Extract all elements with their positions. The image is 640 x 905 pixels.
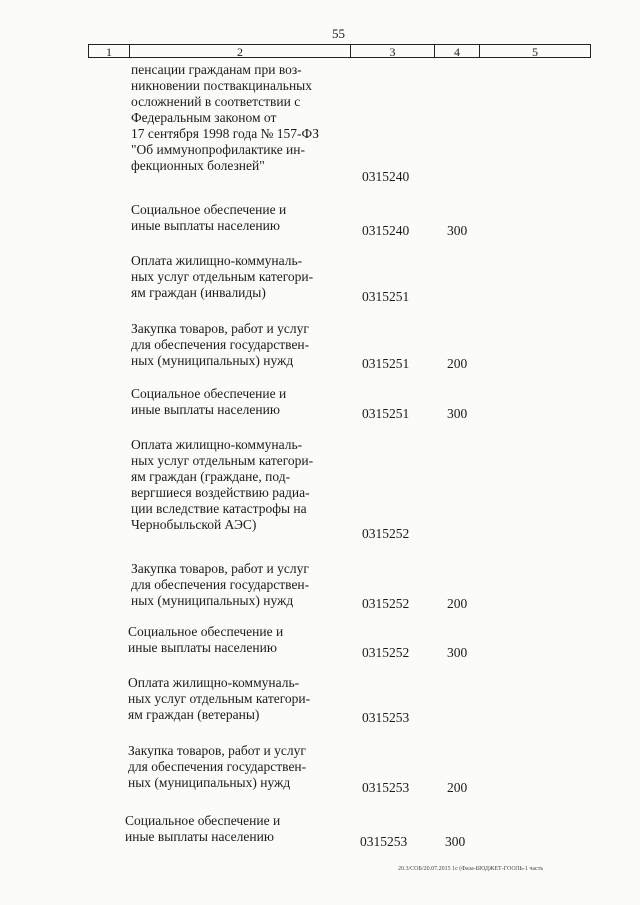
desc-line: для обеспечения государствен- bbox=[131, 577, 310, 592]
header-cell-2: 2 bbox=[129, 44, 350, 58]
desc-line: Социальное обеспечение и bbox=[131, 202, 287, 217]
desc-line: Социальное обеспечение и bbox=[128, 624, 284, 639]
desc-line: Оплата жилищно-коммуналь- bbox=[131, 437, 303, 452]
row-code: 0315251 bbox=[362, 289, 410, 304]
desc-line: Закупка товаров, работ и услуг bbox=[131, 561, 309, 576]
row-type: 200 bbox=[447, 356, 468, 371]
row-description bbox=[125, 813, 333, 845]
desc-line: ям граждан (инвалиды) bbox=[131, 285, 266, 300]
desc-line: для обеспечения государствен- bbox=[128, 759, 307, 774]
row-description bbox=[128, 743, 336, 791]
row-type: 300 bbox=[447, 223, 468, 238]
desc-line: ных услуг отдельным категори- bbox=[131, 269, 314, 284]
row-description bbox=[131, 62, 339, 174]
row-code: 0315253 bbox=[362, 780, 410, 795]
desc-line: иные выплаты населению bbox=[131, 402, 280, 417]
desc-line: "Об иммунопрофилактике ин- bbox=[131, 142, 306, 157]
desc-line: ям граждан (граждане, под- bbox=[131, 469, 291, 484]
desc-line: иные выплаты населению bbox=[128, 640, 277, 655]
desc-line: Оплата жилищно-коммуналь- bbox=[131, 253, 303, 268]
row-type: 200 bbox=[447, 596, 468, 611]
desc-line: Федеральным законом от bbox=[131, 110, 277, 125]
desc-line: ных услуг отдельным категори- bbox=[128, 691, 311, 706]
desc-line: ных услуг отдельным категори- bbox=[131, 453, 314, 468]
row-type: 300 bbox=[445, 834, 466, 849]
desc-line: ции вследствие катастрофы на bbox=[131, 501, 307, 516]
desc-line: Социальное обеспечение и bbox=[131, 386, 287, 401]
desc-line: ям граждан (ветераны) bbox=[128, 707, 260, 722]
desc-line: Чернобыльской АЭС) bbox=[131, 517, 257, 532]
row-code: 0315252 bbox=[362, 526, 410, 541]
desc-line: осложнений в соответствии с bbox=[131, 94, 301, 109]
header-cell-5: 5 bbox=[479, 44, 591, 58]
desc-line: Оплата жилищно-коммуналь- bbox=[128, 675, 300, 690]
desc-line: Закупка товаров, работ и услуг bbox=[131, 321, 309, 336]
row-type: 200 bbox=[447, 780, 468, 795]
desc-line: фекционных болезней" bbox=[131, 158, 265, 173]
page-number: 55 bbox=[332, 26, 345, 41]
desc-line: вергшиеся воздействию радиа- bbox=[131, 485, 310, 500]
row-code: 0315251 bbox=[362, 356, 410, 371]
row-description bbox=[128, 675, 336, 723]
document-footer: 20.3/СОБ/20.07.2015 1с (Фаза-БЮДЖЕТ-ГООЛЬ-1 часть bbox=[398, 866, 544, 872]
row-description bbox=[131, 253, 339, 301]
row-code: 0315253 bbox=[360, 834, 408, 849]
row-code: 0315253 bbox=[362, 710, 410, 725]
desc-line: для обеспечения государствен- bbox=[131, 337, 310, 352]
desc-line: иные выплаты населению bbox=[131, 218, 280, 233]
header-cell-3: 3 bbox=[350, 44, 434, 58]
row-code: 0315252 bbox=[362, 645, 410, 660]
row-code: 0315240 bbox=[362, 223, 410, 238]
desc-line: ных (муниципальных) нужд bbox=[131, 593, 294, 608]
header-cell-4: 4 bbox=[434, 44, 479, 58]
row-description bbox=[131, 321, 339, 369]
desc-line: ных (муниципальных) нужд bbox=[128, 775, 291, 790]
row-type: 300 bbox=[447, 645, 468, 660]
row-code: 0315240 bbox=[362, 169, 410, 184]
desc-line: ных (муниципальных) нужд bbox=[131, 353, 294, 368]
row-description bbox=[131, 561, 339, 609]
desc-line: 17 сентября 1998 года № 157-ФЗ bbox=[131, 126, 319, 141]
row-type: 300 bbox=[447, 406, 468, 421]
desc-line: Закупка товаров, работ и услуг bbox=[128, 743, 306, 758]
row-description bbox=[128, 624, 336, 656]
row-code: 0315252 bbox=[362, 596, 410, 611]
row-description bbox=[131, 386, 339, 418]
desc-line: иные выплаты населению bbox=[125, 829, 274, 844]
desc-line: Социальное обеспечение и bbox=[125, 813, 281, 828]
row-description bbox=[131, 437, 339, 533]
row-code: 0315251 bbox=[362, 406, 410, 421]
row-description bbox=[131, 202, 339, 234]
desc-line: никновении поствакцинальных bbox=[131, 78, 312, 93]
desc-line: пенсации гражданам при воз- bbox=[131, 62, 302, 77]
header-cell-1: 1 bbox=[88, 44, 129, 58]
